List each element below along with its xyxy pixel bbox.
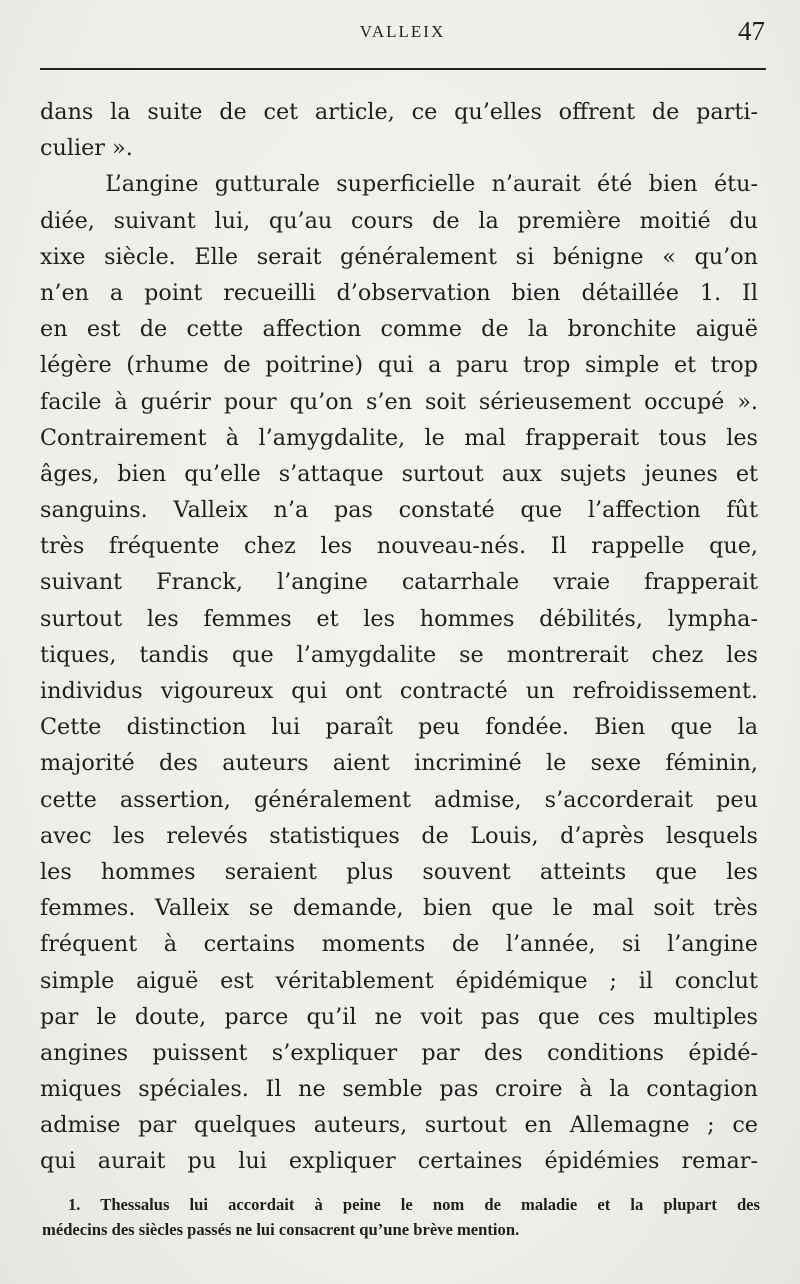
- running-title: VALLEIX: [359, 22, 446, 41]
- text-line: avec les relevés statistiques de Louis, d’après lesquels: [40, 822, 758, 849]
- text-line: femmes. Valleix se demande, bien que le mal soit très: [40, 895, 758, 922]
- text-line: qui aurait pu lui expliquer certaines épidémies remar-: [40, 1148, 758, 1175]
- body-text: [40, 94, 758, 1180]
- text-line: Cette distinction lui paraît peu fondée. Bien que la: [40, 714, 758, 741]
- text-line: en est de cette affection comme de la bronchite aiguë: [40, 316, 758, 343]
- text-line: surtout les femmes et les hommes débilités, lympha-: [40, 605, 758, 632]
- text-line: dans la suite de cet article, ce qu’elles offrent de parti-: [40, 99, 758, 125]
- footnote-line: médecins des siècles passés ne lui consacrent qu’une brève mention.: [42, 1220, 520, 1239]
- footnote-line: 1. Thessalus lui accordait à peine le nom de maladie et la plupart des: [68, 1195, 760, 1214]
- text-line: fréquent à certains moments de l’année, si l’angine: [40, 931, 758, 958]
- text-line: majorité des auteurs aient incriminé le sexe féminin,: [40, 750, 758, 777]
- text-line: L’angine gutturale superficielle n’aurait été bien étu-: [40, 171, 758, 198]
- text-line: miques spéciales. Il ne semble pas croire à la contagion: [40, 1076, 758, 1103]
- text-line: très fréquente chez les nouveau-nés. Il rappelle que,: [40, 533, 758, 560]
- text-line: individus vigoureux qui ont contracté un refroidissement.: [40, 678, 758, 704]
- text-line: facile à guérir pour qu’on s’en soit sérieusement occupé ».: [40, 388, 758, 415]
- page-number: 47: [738, 16, 765, 46]
- header-rule: [40, 68, 766, 70]
- running-head: [40, 18, 765, 48]
- text-line: sanguins. Valleix n’a pas constaté que l’affection fût: [40, 497, 758, 524]
- text-line: cette assertion, généralement admise, s’accorderait peu: [40, 786, 758, 813]
- text-line: admise par quelques auteurs, surtout en Allemagne ; ce: [40, 1112, 758, 1139]
- text-line: xixe siècle. Elle serait généralement si bénigne « qu’on: [40, 243, 758, 270]
- text-line: angines puissent s’expliquer par des conditions épidé-: [40, 1039, 758, 1066]
- text-line: Contrairement à l’amygdalite, le mal frapperait tous les: [40, 424, 758, 451]
- text-line: âges, bien qu’elle s’attaque surtout aux sujets jeunes et: [40, 460, 758, 487]
- text-line: tiques, tandis que l’amygdalite se montrerait chez les: [40, 641, 758, 668]
- footnotes: [42, 1192, 760, 1242]
- text-line: culier ».: [40, 135, 133, 162]
- text-line: diée, suivant lui, qu’au cours de la première moitié du: [40, 207, 758, 234]
- text-line: n’en a point recueilli d’observation bien détaillée 1. Il: [40, 279, 758, 306]
- text-line: les hommes seraient plus souvent atteints que les: [40, 858, 758, 885]
- text-line: par le doute, parce qu’il ne voit pas que ces multiples: [40, 1003, 758, 1030]
- text-line: légère (rhume de poitrine) qui a paru trop simple et trop: [40, 352, 758, 379]
- text-line: suivant Franck, l’angine catarrhale vraie frapperait: [40, 569, 758, 596]
- text-line: simple aiguë est véritablement épidémique ; il conclut: [40, 967, 758, 994]
